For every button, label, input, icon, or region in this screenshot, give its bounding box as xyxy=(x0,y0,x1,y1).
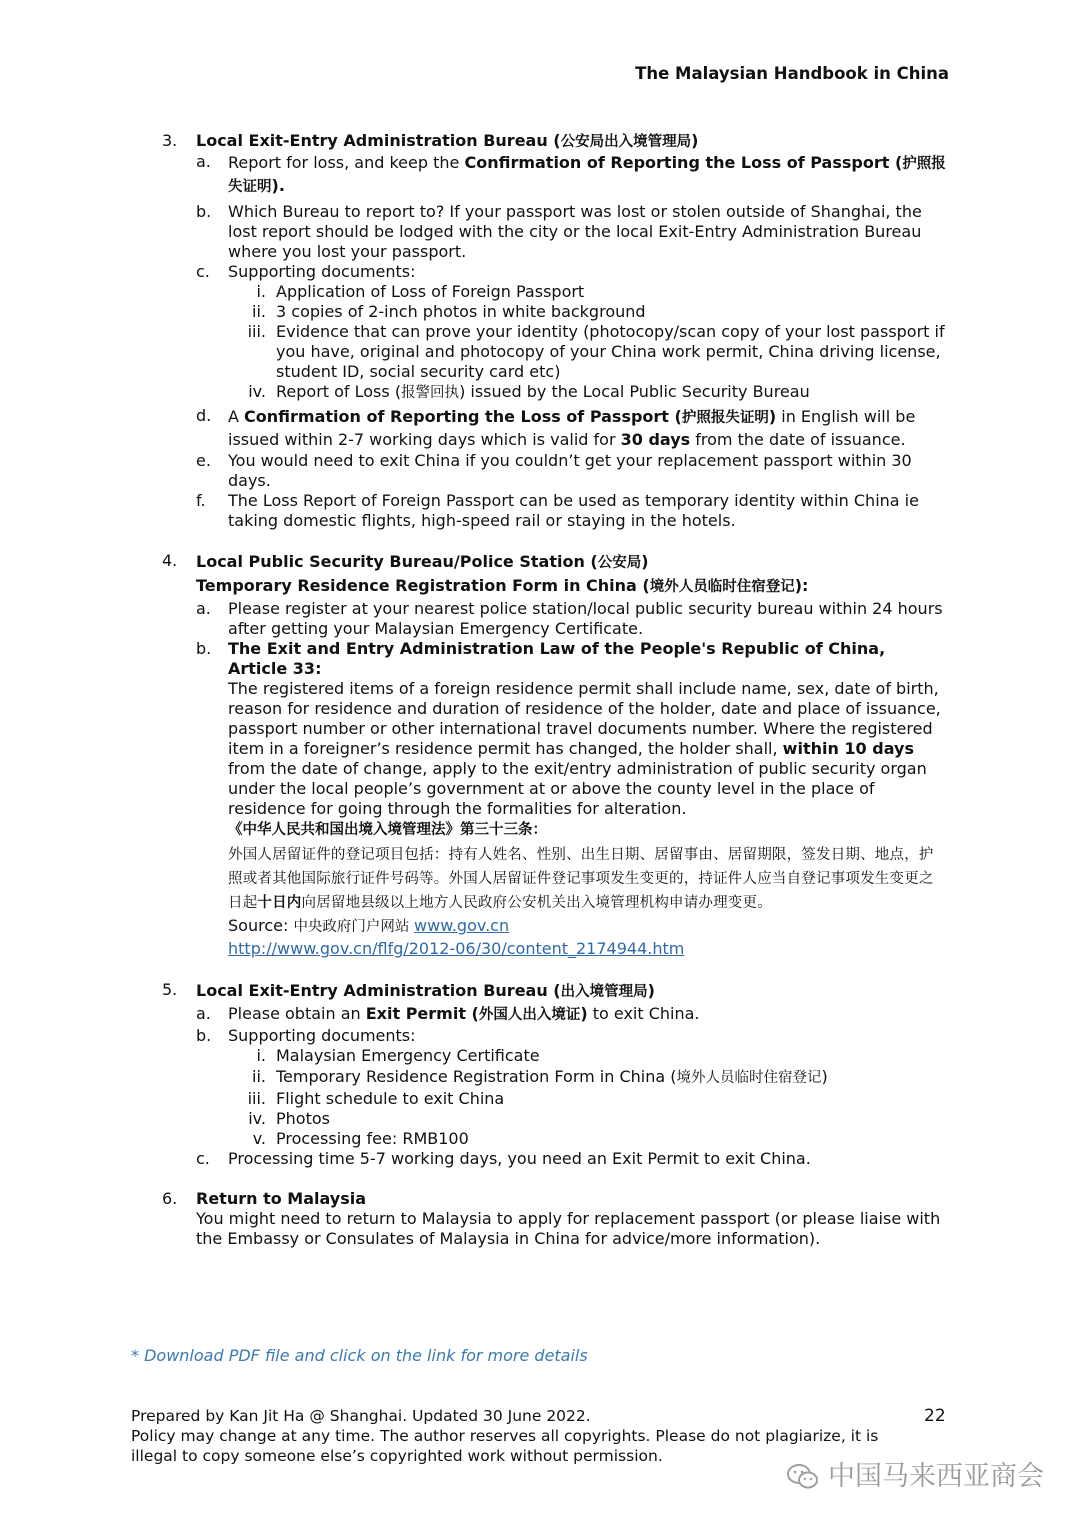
page-number: 22 xyxy=(924,1406,946,1426)
page-header-title: The Malaysian Handbook in China xyxy=(635,64,949,83)
sub-list-item: ii. 3 copies of 2-inch photos in white background xyxy=(252,302,646,321)
section-number: 4. xyxy=(162,551,178,570)
section-title: Return to Malaysia xyxy=(196,1189,367,1208)
sub-list-item: ii. Temporary Residence Registration Form in China (境外人员临时住宿登记) xyxy=(252,1067,828,1086)
section-6 xyxy=(162,1189,948,1249)
sub-list-item: iv. Photos xyxy=(248,1109,330,1128)
section-title: Local Exit-Entry Administration Bureau (出入境管理局) xyxy=(196,981,655,1000)
list-item: b. Which Bureau to report to? If your passport was lost or stolen outside of Shanghai, the lost report should be lodged with the city or the local Exit-Entry Administration Bureau where you lost your passport. xyxy=(196,202,922,261)
watermark xyxy=(786,1462,1044,1492)
list-item: a. Please obtain an Exit Permit (外国人出入境证) to exit China. xyxy=(196,1004,700,1023)
list-item: d. A Confirmation of Reporting the Loss of Passport (护照报失证明) in English will be issued within 2-7 working days which is valid for 30 days from the date of issuance. xyxy=(196,406,916,449)
section-5 xyxy=(162,980,948,1169)
sub-list-item: i. Malaysian Emergency Certificate xyxy=(256,1046,540,1065)
list-item: c. Supporting documents: i. Application of Loss of Foreign Passport ii. 3 copies of 2-inch photos in white background iii. Evidence that can prove your identity (photocopy/scan copy of your lost passport if you have, original and photocopy of your China work permit, China driving license, student ID, social security card etc) iv. Report of Loss (报警回执) issued by the Local Public Security Bureau xyxy=(228,262,948,403)
gov-link[interactable]: www.gov.cn xyxy=(414,916,510,935)
list-item: f. The Loss Report of Foreign Passport can be used as temporary identity within China ie taking domestic flights, high-speed rail or staying in the hotels. xyxy=(196,491,919,530)
download-note: * Download PDF file and click on the link for more details xyxy=(131,1346,588,1365)
list-item: a. Report for loss, and keep the Confirmation of Reporting the Loss of Passport (护照报失证明). xyxy=(196,152,946,195)
sub-list-item: v. Processing fee: RMB100 xyxy=(252,1129,469,1148)
footer xyxy=(131,1406,921,1466)
source-url-link[interactable]: http://www.gov.cn/flfg/2012-06/30/content_2174944.htm xyxy=(228,939,685,958)
section-number: 6. xyxy=(162,1189,178,1208)
section-number: 5. xyxy=(162,980,178,999)
section-title: Local Exit-Entry Administration Bureau (公安局出入境管理局) xyxy=(196,131,699,150)
section-subtitle: Temporary Residence Registration Form in China (境外人员临时住宿登记): xyxy=(196,576,809,595)
footer-prepared-by: Prepared by Kan Jit Ha @ Shanghai. Updated 30 June 2022. xyxy=(131,1407,591,1425)
section-3 xyxy=(162,131,948,531)
list-item: e. You would need to exit China if you couldn’t get your replacement passport within 30 days. xyxy=(196,451,912,490)
footer-copyright: Policy may change at any time. The author reserves all copyrights. Please do not plagiarize, it is illegal to copy someone else’s copyrighted work without permission. xyxy=(131,1427,879,1465)
watermark-text: 中国马来西亚商会 xyxy=(828,1461,1044,1492)
sub-list-item: iii. Evidence that can prove your identity (photocopy/scan copy of your lost passport if you have, original and photocopy of your China work permit, China driving license, student ID, social security card etc) xyxy=(247,322,945,381)
document-body xyxy=(0,131,1080,1249)
sub-list-item: iv. Report of Loss (报警回执) issued by the Local Public Security Bureau xyxy=(248,382,810,401)
section-text: You might need to return to Malaysia to apply for replacement passport (or please liaise with the Embassy or Consulates of Malaysia in China for advice/more information). xyxy=(196,1209,941,1248)
list-item: c. Processing time 5-7 working days, you need an Exit Permit to exit China. xyxy=(196,1149,811,1168)
sub-list-item: i. Application of Loss of Foreign Passport xyxy=(256,282,585,301)
list-item: a. Please register at your nearest police station/local public security bureau within 24 hours after getting your Malaysian Emergency Certificate. xyxy=(196,599,943,638)
section-title: Local Public Security Bureau/Police Station (公安局) xyxy=(196,552,649,571)
list-item: b. The Exit and Entry Administration Law of the People's Republic of China, Article 33: The registered items of a foreign residence permit shall include name, sex, date of birth, reason for residence and duration of residence of the holder, date and place of issuance, passport number or other international travel documents number. Where the registered item in a foreigner’s residence permit has changed, the holder shall, within 10 days from the date of change, apply to the exit/entry administration of public security organ under the local people’s government at or above the county level in the place of residence for going through the formalities for alteration. 《中华人民共和国出境入境管理法》第三十三条： 外国人居留证件的登记项目包括：持有人姓名、性别、出生日期、居留事由、居留期限，签发日期、地点，护照或者其他国际旅行证件号码等。外国人居留证件登记事项发生变更的，持证件人应当自登记事项发生变更之日起十日内向居留地县级以上地方人民政府公安机关出入境管理机构申请办理变更。 Source: 中央政府门户网站 www.gov.cn http://www.gov.cn/flfg/2012-06/30/content_2174944.htm xyxy=(196,639,941,958)
list-item: b. Supporting documents: i. Malaysian Emergency Certificate ii. Temporary Residence Registration Form in China (境外人员临时住宿登记) iii. Flight schedule to exit China iv. Photos v. Processing fee: RMB100 xyxy=(228,1026,948,1149)
sub-list-item: iii. Flight schedule to exit China xyxy=(247,1089,505,1108)
section-number: 3. xyxy=(162,131,178,150)
section-4 xyxy=(162,551,948,960)
wechat-icon xyxy=(786,1462,820,1492)
